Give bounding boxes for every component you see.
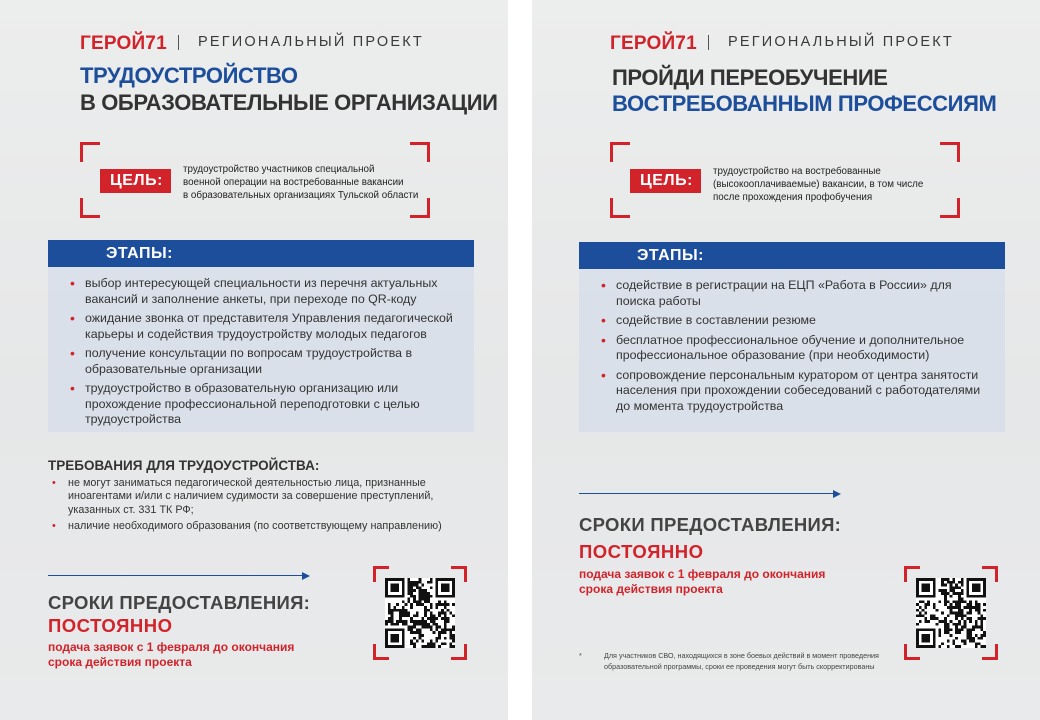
frame-corner [410,142,430,162]
frame-corner [610,198,630,218]
qr-code-icon[interactable] [916,578,986,648]
page-title-line2: ВОСТРЕБОВАННЫМ ПРОФЕССИЯМ [612,91,997,116]
brand-divider [708,35,709,50]
terms-value: ПОСТОЯННО [48,615,173,636]
frame-corner [940,142,960,162]
footnote-line: образовательной программы, сроки ее проведения могут быть скорректированы [604,662,875,671]
list-item: • наличие необходимого образования (по соответствующему направлению) [48,520,468,533]
flyer-retraining [532,0,1040,720]
footnote-line: Для участников СВО, находящихся в зоне боевых действий в момент проведения [604,651,879,660]
stages-title: ЭТАПЫ: [48,240,474,267]
goal-line: трудоустройство участников специальной [183,164,375,175]
goal-line: (высокооплачиваемые) вакансии, в том числе [713,179,924,190]
footnote-marker: * [579,651,582,660]
frame-corner [80,198,100,218]
page-title-line1: ПРОЙДИ ПЕРЕОБУЧЕНИЕ [612,65,888,90]
brand-logo: ГЕРОЙ71 [80,33,167,54]
terms-note-line: срока действия проекта [48,655,192,669]
stages-panel [579,242,1005,432]
list-item: • трудоустройство в образовательную организацию или прохождение профессиональной переподготовки с целью трудоустройства [70,381,462,428]
flyer-teacher-employment [0,0,508,720]
goal-line: трудоустройство на востребованные [713,166,881,177]
terms-note-line: подача заявок с 1 февраля до окончания [48,640,295,654]
arrow-right-icon [48,572,310,580]
terms-note-line: подача заявок с 1 февраля до окончания [579,567,826,581]
goal-text [713,165,923,204]
arrow-right-icon [579,490,841,498]
terms-note [579,567,825,597]
qr-code-icon[interactable] [385,578,455,648]
goal-label: ЦЕЛЬ: [100,169,171,193]
brand-divider [178,35,179,50]
list-item: • выбор интересующей специальности из перечня актуальных вакансий и заполнение анкеты, при переходе по QR-коду [70,276,462,307]
terms-note-line: срока действия проекта [579,582,723,596]
list-item: • бесплатное профессиональное обучение и дополнительное профессиональное образование (при необходимости) [601,333,993,364]
brand-subtitle: РЕГИОНАЛЬНЫЙ ПРОЕКТ [198,34,424,50]
requirements-list [48,477,468,537]
list-item: • сопровождение персональным куратором от центра занятости населения при прохождении собеседований с работодателями до момента трудоустройства [601,368,993,415]
frame-corner [610,142,630,162]
goal-text [183,163,418,202]
stages-list [579,269,1005,432]
stages-list [48,267,474,432]
stages-panel [48,240,474,432]
qr-code-block[interactable] [373,566,467,660]
brand-logo: ГЕРОЙ71 [610,33,697,54]
page-title-line2: В ОБРАЗОВАТЕЛЬНЫЕ ОРГАНИЗАЦИИ [80,90,498,115]
terms-title: СРОКИ ПРЕДОСТАВЛЕНИЯ: [579,514,842,535]
list-item: • не могут заниматься педагогической деятельностью лица, признанные иноагентами и/или с наличием судимости за совершение преступлений, указанных ст. 331 ТК РФ; [48,477,468,517]
list-item: • содействие в регистрации на ЕЦП «Работа в России» для поиска работы [601,278,993,309]
terms-note [48,640,294,670]
goal-label: ЦЕЛЬ: [630,169,701,193]
brand-subtitle: РЕГИОНАЛЬНЫЙ ПРОЕКТ [728,34,954,50]
goal-line: в образовательных организациях Тульской области [183,190,419,201]
stages-title: ЭТАПЫ: [579,242,1005,269]
goal-line: после прохождения профобучения [713,192,873,203]
goal-line: военной операции на востребованные вакансии [183,177,404,188]
footnote [604,650,879,672]
page-title-line1: ТРУДОУСТРОЙСТВО [80,63,298,88]
frame-corner [940,198,960,218]
qr-code-block[interactable] [904,566,998,660]
list-item: • получение консультации по вопросам трудоустройства в образовательные организации [70,346,462,377]
frame-corner [80,142,100,162]
requirements-title: ТРЕБОВАНИЯ ДЛЯ ТРУДОУСТРОЙСТВА: [48,458,320,473]
terms-title: СРОКИ ПРЕДОСТАВЛЕНИЯ: [48,592,311,613]
terms-value: ПОСТОЯННО [579,541,704,562]
list-item: • содействие в составлении резюме [601,313,993,329]
list-item: • ожидание звонка от представителя Управления педагогической карьеры и содействия трудоустройству молодых педагогов [70,311,462,342]
